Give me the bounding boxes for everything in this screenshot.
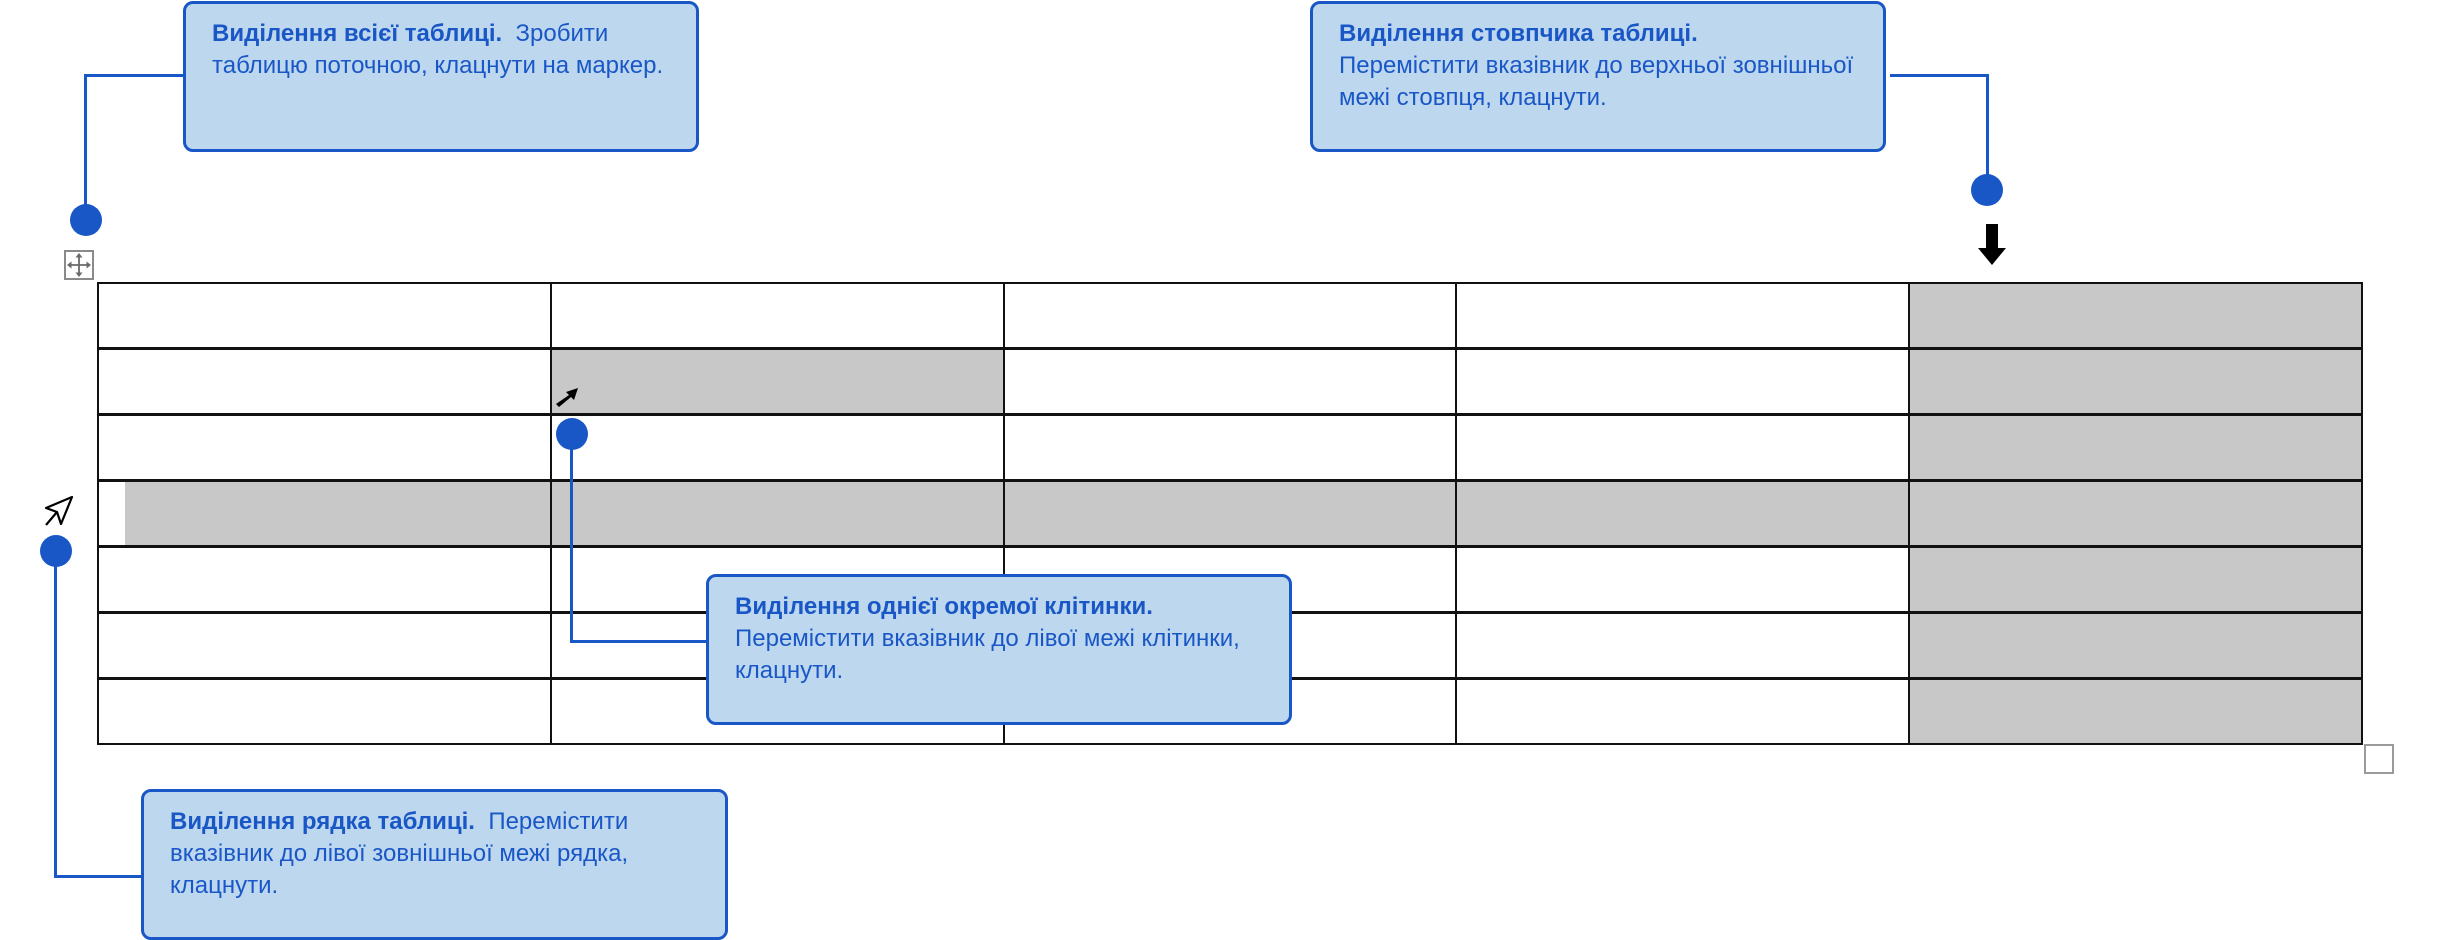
table-cell-selected[interactable] bbox=[1909, 415, 2362, 481]
table-cell[interactable] bbox=[1456, 415, 1909, 481]
table-cell[interactable] bbox=[1004, 415, 1457, 481]
marker-dot bbox=[40, 535, 72, 567]
callout-select-row bbox=[141, 789, 728, 940]
callout-title: Виділення стовпчика таблиці. bbox=[1339, 20, 1698, 47]
marker-dot bbox=[70, 204, 102, 236]
table-row[interactable] bbox=[98, 349, 2362, 415]
marker-dot bbox=[1971, 174, 2003, 206]
table-cell-selected[interactable] bbox=[1909, 679, 2362, 745]
table-cell-selected[interactable] bbox=[551, 349, 1004, 415]
connector-line bbox=[1890, 74, 1989, 77]
callout-select-column bbox=[1310, 1, 1886, 152]
table-cell[interactable] bbox=[1456, 283, 1909, 349]
table-cell-selected[interactable] bbox=[1909, 349, 2362, 415]
table-resize-handle-icon[interactable] bbox=[2364, 744, 2394, 774]
table-cell-selected[interactable] bbox=[551, 481, 1004, 547]
table-cell[interactable] bbox=[98, 679, 551, 745]
table-cell[interactable] bbox=[98, 349, 551, 415]
callout-select-table bbox=[183, 1, 699, 152]
callout-text: Перемістити вказівник до лівої зовнішньої межі рядка, клацнути. bbox=[170, 808, 629, 899]
connector-line bbox=[84, 74, 87, 220]
table-move-handle[interactable] bbox=[64, 250, 94, 280]
cell-select-arrow-icon bbox=[554, 386, 582, 410]
callout-title: Виділення всієї таблиці. bbox=[212, 20, 503, 47]
table-row-selected[interactable] bbox=[98, 481, 2362, 547]
table-cell[interactable] bbox=[1456, 547, 1909, 613]
callout-text: Перемістити вказівник до лівої межі клітинки, клацнути. bbox=[735, 625, 1240, 684]
callout-text: Зробити таблицю поточною, клацнути на маркер. bbox=[212, 20, 664, 79]
table-cell[interactable] bbox=[98, 283, 551, 349]
row-select-arrow-icon bbox=[42, 494, 76, 528]
connector-line bbox=[54, 550, 57, 877]
callout-title: Виділення рядка таблиці. bbox=[170, 808, 475, 835]
table-cell[interactable] bbox=[1456, 613, 1909, 679]
connector-line bbox=[84, 74, 184, 77]
table-move-handle-icon bbox=[66, 252, 92, 278]
table-cell-selected[interactable] bbox=[1004, 481, 1457, 547]
table-cell[interactable] bbox=[1456, 349, 1909, 415]
table-cell[interactable] bbox=[98, 547, 551, 613]
column-select-arrow-icon bbox=[1977, 224, 2007, 266]
connector-line bbox=[570, 640, 710, 643]
connector-line bbox=[1986, 74, 1989, 189]
table-cell[interactable] bbox=[98, 613, 551, 679]
callout-text: Перемістити вказівник до верхньої зовнішньої межі стовпця, клацнути. bbox=[1339, 52, 1854, 111]
table-cell-selected[interactable] bbox=[98, 481, 551, 547]
callout-title: Виділення однієї окремої клітинки. bbox=[735, 593, 1153, 620]
table-cell-selected[interactable] bbox=[1909, 613, 2362, 679]
table-cell[interactable] bbox=[1004, 349, 1457, 415]
table-cell[interactable] bbox=[1456, 679, 1909, 745]
table-cell-selected[interactable] bbox=[1909, 283, 2362, 349]
table-row[interactable] bbox=[98, 283, 2362, 349]
table-cell-selected[interactable] bbox=[1909, 547, 2362, 613]
table-cell[interactable] bbox=[551, 415, 1004, 481]
table-row[interactable] bbox=[98, 415, 2362, 481]
table-cell-selected[interactable] bbox=[1456, 481, 1909, 547]
connector-line bbox=[54, 875, 142, 878]
marker-dot bbox=[556, 418, 588, 450]
table-cell[interactable] bbox=[98, 415, 551, 481]
connector-line bbox=[570, 433, 573, 643]
table-cell[interactable] bbox=[1004, 283, 1457, 349]
callout-select-cell bbox=[706, 574, 1292, 725]
table-cell[interactable] bbox=[551, 283, 1004, 349]
table-cell-selected[interactable] bbox=[1909, 481, 2362, 547]
